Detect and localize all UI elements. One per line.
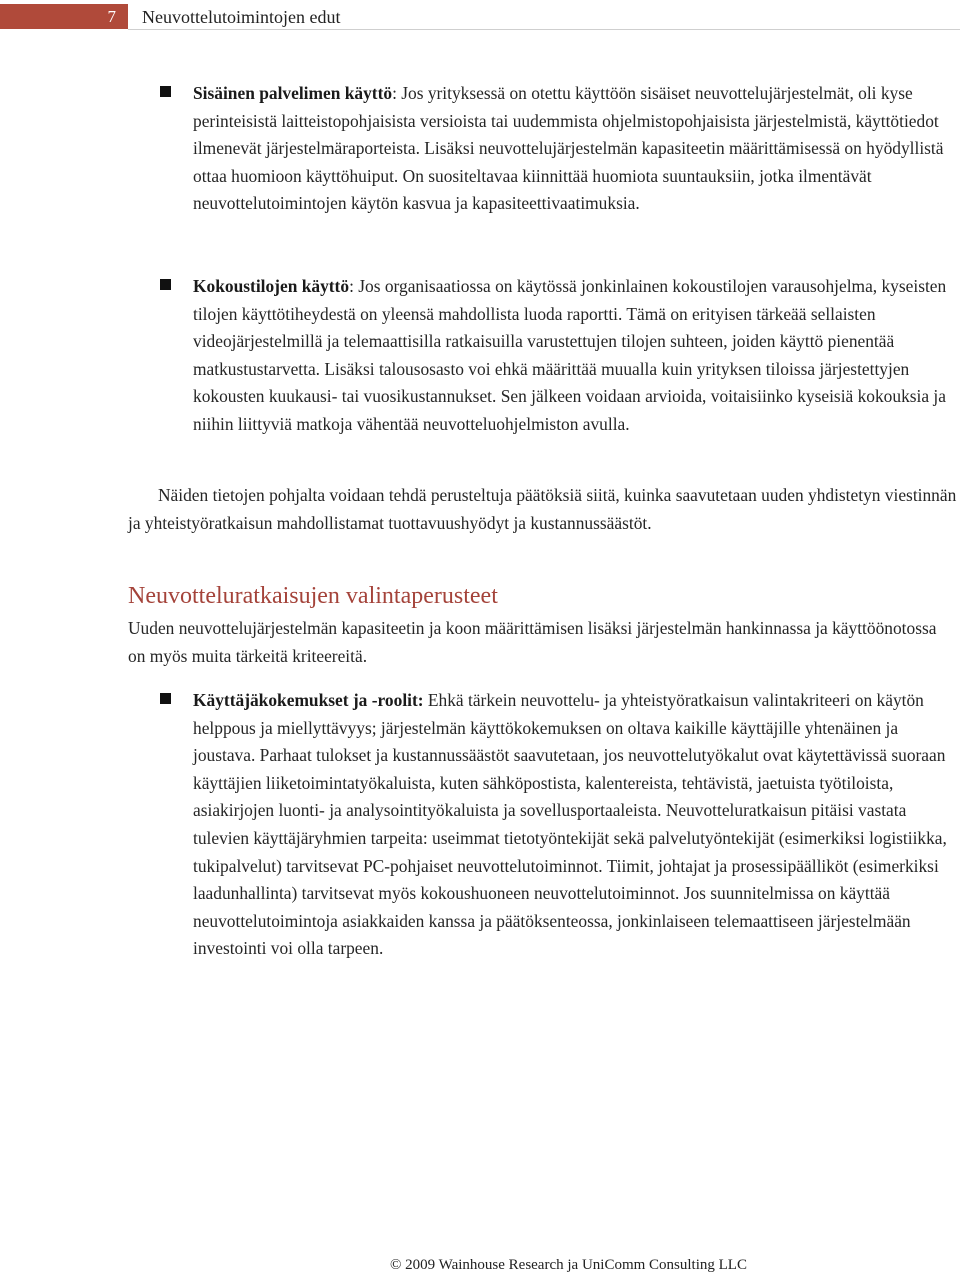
page-number: 7: [0, 4, 128, 29]
summary-paragraph: Näiden tietojen pohjalta voidaan tehdä perusteltuja päätöksiä siitä, kuinka saavutetaan uuden yhdistetyn viestinnän ja yhteistyöratkaisun mahdollistamat tuottavuushyödyt ja kustannussäästöt.: [128, 485, 957, 533]
bullet-label: Sisäinen palvelimen käyttö: [193, 83, 393, 103]
bullet-body: : Jos yrityksessä on otettu käyttöön sisäiset neuvottelujärjestelmät, oli kyse perinteisistä laitteistopohjaisista versioista tai uudemmista ohjelmistopohjaisista järjestelmistä, käyttötiedot ilmenevät järjestelmäraporteista. Lisäksi neuvottelujärjestelmän kapasiteetin määrittämisessä on hyödyllistä ottaa huomioon käyttöhuiput. On suositeltavaa kiinnittää huomiota suuntauksiin, jotka ilmentävät neuvottelutoimintojen käytön kasvua ja kapasiteettivaatimuksia.: [193, 83, 944, 214]
bullet-label: Käyttäjäkokemukset ja -roolit:: [193, 690, 424, 710]
bullet-body: Ehkä tärkein neuvottelu- ja yhteistyöratkaisun valintakriteeri on käytön helppous ja miellyttävyys; järjestelmän käyttökokemuksen on oltava kaikille käyttäjille yhtenäinen ja joustava. Parhaat tulokset ja kustannussäästöt saavutetaan, jos neuvottelutyökalut ovat käytettävissä suoraan käyttäjien liiketoimintatyökaluista, kuten sähköpostista, kalentereista, tehtävistä, jaetuista työtiloista, asiakirjojen luonti- ja analysointityökaluista ja sovellusportaaleista. Neuvotteluratkaisun pitäisi vastata tulevien käyttäjäryhmien tarpeita: useimmat tietotyöntekijät sekä palvelutyöntekijät (esimerkiksi logistiikka, tukipalvelut) tarvitsevat PC-pohjaiset neuvottelutoiminnot. Tiimit, johtajat ja prosessipäälliköt (esimerkiksi laadunhallinta) tarvitsevat myös kokoushuoneen neuvottelutoiminnot. Jos suunnitelmissa on käyttää neuvottelutoimintoja asiakkaiden kanssa ja päätöksenteossa, jonkinlaiseen telemaattiseen järjestelmään investointi voi olla tarpeen.: [193, 690, 947, 959]
running-title: Neuvottelutoimintojen edut: [142, 7, 341, 27]
bullet-text: [193, 687, 960, 963]
bullet-text: [193, 80, 960, 218]
square-bullet-icon: [160, 693, 171, 704]
square-bullet-icon: [160, 86, 171, 97]
header-divider: [128, 29, 960, 30]
square-bullet-icon: [160, 279, 171, 290]
page-footer: © 2009 Wainhouse Research ja UniComm Consulting LLC: [390, 1257, 747, 1273]
section-intro: Uuden neuvottelujärjestelmän kapasiteetin ja koon määrittämisen lisäksi järjestelmän hankinnassa ja käyttöönotossa on myös muita tärkeitä kriteereitä.: [128, 618, 937, 666]
bullet-label: Kokoustilojen käyttö: [193, 276, 350, 296]
bullet-text: [193, 273, 960, 439]
bullet-body: : Jos organisaatiossa on käytössä jonkinlainen kokoustilojen varausohjelma, kyseisten tilojen käyttötiheydestä on yleensä mahdollista luoda raportti. Tämä on erityisen tärkeää sellaisten videojärjestelmillä ja telemaattisilla ratkaisuilla varustettujen tilojen suhteen, joiden käyttö pienentää matkustustarvetta. Lisäksi talousosasto voi ehkä määrittää muualla kuin yrityksen tiloissa järjestettyjen kokousten kuukausi- tai vuosikustannukset. Sen jälkeen voidaan arvioida, voitaisiinko kyseisiä kokouksia ja niihin liittyviä matkoja vähentää neuvotteluohjelmiston avulla.: [193, 276, 947, 434]
page-header: [0, 0, 960, 31]
section-heading: Neuvotteluratkaisujen valintaperusteet: [128, 583, 498, 609]
